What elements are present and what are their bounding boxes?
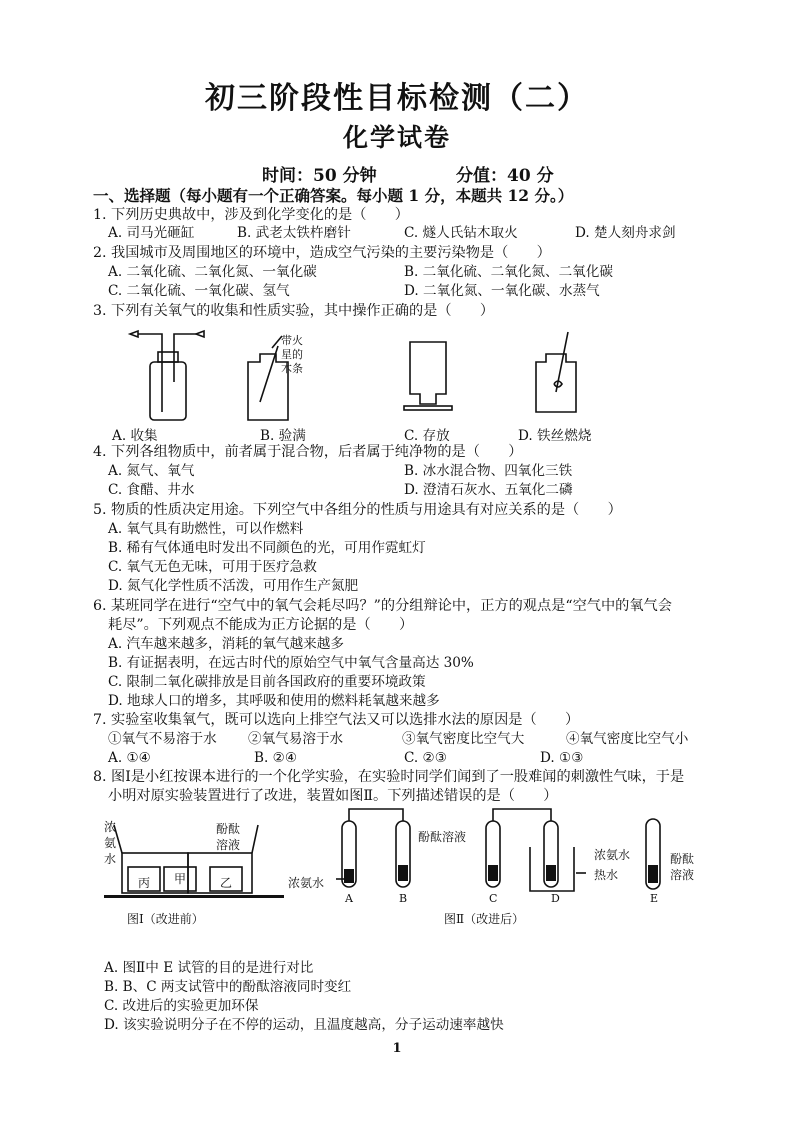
q8-fig2-phenol-e-1: 酚酞 xyxy=(670,852,695,866)
q8-fig2-ammonia-label: 浓氨水 xyxy=(288,876,325,890)
q8-fig1-caption: 图Ⅰ（改进前） xyxy=(127,912,204,926)
q8-stem-line2: 小明对原实验装置进行了改进，装置如图Ⅱ。下列描述错误的是（ ） xyxy=(108,788,558,804)
q8-fig1-right-1: 酚酞 xyxy=(216,822,241,836)
q8-fig2-phenol-label: 酚酞溶液 xyxy=(418,830,467,844)
exam-time: 时间：50 分钟 xyxy=(262,166,377,186)
q3-figure-a xyxy=(130,331,204,420)
q3-figure-c xyxy=(404,342,452,410)
q8-option-c: C. 改进后的实验更加环保 xyxy=(104,998,259,1014)
q6-option-c: C. 限制二氧化碳排放是目前各国政府的重要环境政策 xyxy=(108,674,426,690)
q6-option-b: B. 有证据表明，在远古时代的原始空气中氧气含量高达 30% xyxy=(108,655,474,671)
q8-fig1-beaker-jia: 甲 xyxy=(174,872,187,886)
q7-option-b: B. ②④ xyxy=(254,750,298,766)
q1-option-c: C. 燧人氏钻木取火 xyxy=(404,225,518,241)
q8-fig2-tube-d: D xyxy=(551,892,560,905)
q3-option-d: D. 铁丝燃烧 xyxy=(518,428,592,444)
q8-fig2-tube-e: E xyxy=(650,892,659,905)
q4-option-a: A. 氮气、氧气 xyxy=(108,463,195,479)
q5-option-c: C. 氧气无色无味，可用于医疗急救 xyxy=(108,559,317,575)
q4-option-b: B. 冰水混合物、四氧化三铁 xyxy=(404,463,573,479)
q4-option-c: C. 食醋、井水 xyxy=(108,482,195,498)
q8-fig1-left-3: 水 xyxy=(104,852,117,866)
q2-option-d: D. 二氧化氮、一氧化碳、水蒸气 xyxy=(404,283,600,299)
q5-option-b: B. 稀有气体通电时发出不同颜色的光，可用作霓虹灯 xyxy=(108,540,426,556)
q1-option-b: B. 武老太铁杵磨针 xyxy=(237,225,351,241)
q4-option-d: D. 澄清石灰水、五氧化二磷 xyxy=(404,482,573,498)
q5-option-a: A. 氧气具有助燃性，可以作燃料 xyxy=(108,521,304,537)
q7-option-a: A. ①④ xyxy=(108,750,151,766)
q7-stem: 7. 实验室收集氧气，既可以选向上排空气法又可以选排水法的原因是（ ） xyxy=(93,712,580,728)
q6-stem-line2: 耗尽”。下列观点不能成为正方论据的是（ ） xyxy=(108,617,414,633)
q8-option-b: B. B、C 两支试管中的酚酞溶液同时变红 xyxy=(104,979,352,995)
q7-choice-4: ④氧气密度比空气小 xyxy=(566,731,689,747)
q7-choice-3: ③氧气密度比空气大 xyxy=(402,731,525,747)
q7-option-d: D. ①③ xyxy=(540,750,584,766)
q8-fig1-right-2: 溶液 xyxy=(216,838,241,852)
q8-fig2-hot-water-label: 热水 xyxy=(594,868,619,882)
q2-stem: 2. 我国城市及周围地区的环境中，造成空气污染的主要污染物是（ ） xyxy=(93,245,551,261)
q8-fig2-caption: 图Ⅱ（改进后） xyxy=(444,912,525,926)
q8-fig2-tube-b: B xyxy=(399,892,408,905)
q8-fig1-beaker-yi: 乙 xyxy=(220,876,233,890)
q5-option-d: D. 氮气化学性质不活泼，可用作生产氮肥 xyxy=(108,578,359,594)
q8-fig1-beaker-bing: 丙 xyxy=(138,876,151,890)
q1-option-a: A. 司马光砸缸 xyxy=(108,225,195,241)
q8-fig2-ammonia2-label: 浓氨水 xyxy=(594,848,631,862)
q3-option-a: A. 收集 xyxy=(112,428,158,444)
q8-stem-line1: 8. 图Ⅰ是小红按课本进行的一个化学实验，在实验时同学们闻到了一股难闻的刺激性气味，于是 xyxy=(93,769,685,785)
q7-option-c: C. ②③ xyxy=(404,750,447,766)
section-heading: 一、选择题（每小题有一个正确答案。每小题 1 分，本题共 12 分。） xyxy=(93,186,574,205)
q7-choice-2: ②氧气易溶于水 xyxy=(248,731,344,747)
exam-title: 初三阶段性目标检测（二） xyxy=(205,81,589,116)
q8-fig2-phenol-e-2: 溶液 xyxy=(670,868,695,882)
q1-option-d: D. 楚人刻舟求剑 xyxy=(575,225,676,241)
q6-option-a: A. 汽车越来越多，消耗的氧气越来越多 xyxy=(108,636,344,652)
q8-fig1-left-1: 浓 xyxy=(104,820,117,834)
q3-figures xyxy=(100,322,620,426)
q3-stem: 3. 下列有关氧气的收集和性质实验，其中操作正确的是（ ） xyxy=(93,303,495,319)
q5-stem: 5. 物质的性质决定用途。下列空气中各组分的性质与用途具有对应关系的是（ ） xyxy=(93,502,622,518)
q3-label-splint-1: 带火 xyxy=(281,334,303,347)
q8-fig2-tube-a: A xyxy=(345,892,353,905)
q8-fig1-left-2: 氨 xyxy=(104,836,117,850)
q6-stem-line1: 6. 某班同学在进行“空气中的氧气会耗尽吗？”的分组辩论中，正方的观点是“空气中的氧气会 xyxy=(93,598,672,614)
q2-option-c: C. 二氧化硫、一氧化碳、氢气 xyxy=(108,283,290,299)
page-number: 1 xyxy=(392,1041,402,1056)
q3-figure-d xyxy=(536,332,576,412)
q7-choice-1: ①氧气不易溶于水 xyxy=(108,731,217,747)
exam-score: 分值：40 分 xyxy=(456,166,554,186)
q6-option-d: D. 地球人口的增多，其呼吸和使用的燃料耗氧越来越多 xyxy=(108,693,440,709)
q4-stem: 4. 下列各组物质中，前者属于混合物，后者属于纯净物的是（ ） xyxy=(93,444,523,460)
q1-stem: 1. 下列历史典故中，涉及到化学变化的是（ ） xyxy=(93,207,409,223)
q2-option-a: A. 二氧化硫、二氧化氮、一氧化碳 xyxy=(108,264,317,280)
q8-figure-1 xyxy=(104,825,284,898)
q3-option-b: B. 验满 xyxy=(260,428,306,444)
q3-option-c: C. 存放 xyxy=(404,428,450,444)
q8-option-a: A. 图Ⅱ中 E 试管的目的是进行对比 xyxy=(104,960,314,976)
q2-option-b: B. 二氧化硫、二氧化氮、二氧化碳 xyxy=(404,264,613,280)
q3-label-splint-2: 星的 xyxy=(281,348,303,361)
q8-fig2-tube-c: C xyxy=(489,892,498,905)
q8-option-d: D. 该实验说明分子在不停的运动，且温度越高，分子运动速率越快 xyxy=(104,1017,504,1033)
exam-subtitle: 化学试卷 xyxy=(342,123,451,152)
q3-label-splint-3: 木条 xyxy=(281,362,303,375)
